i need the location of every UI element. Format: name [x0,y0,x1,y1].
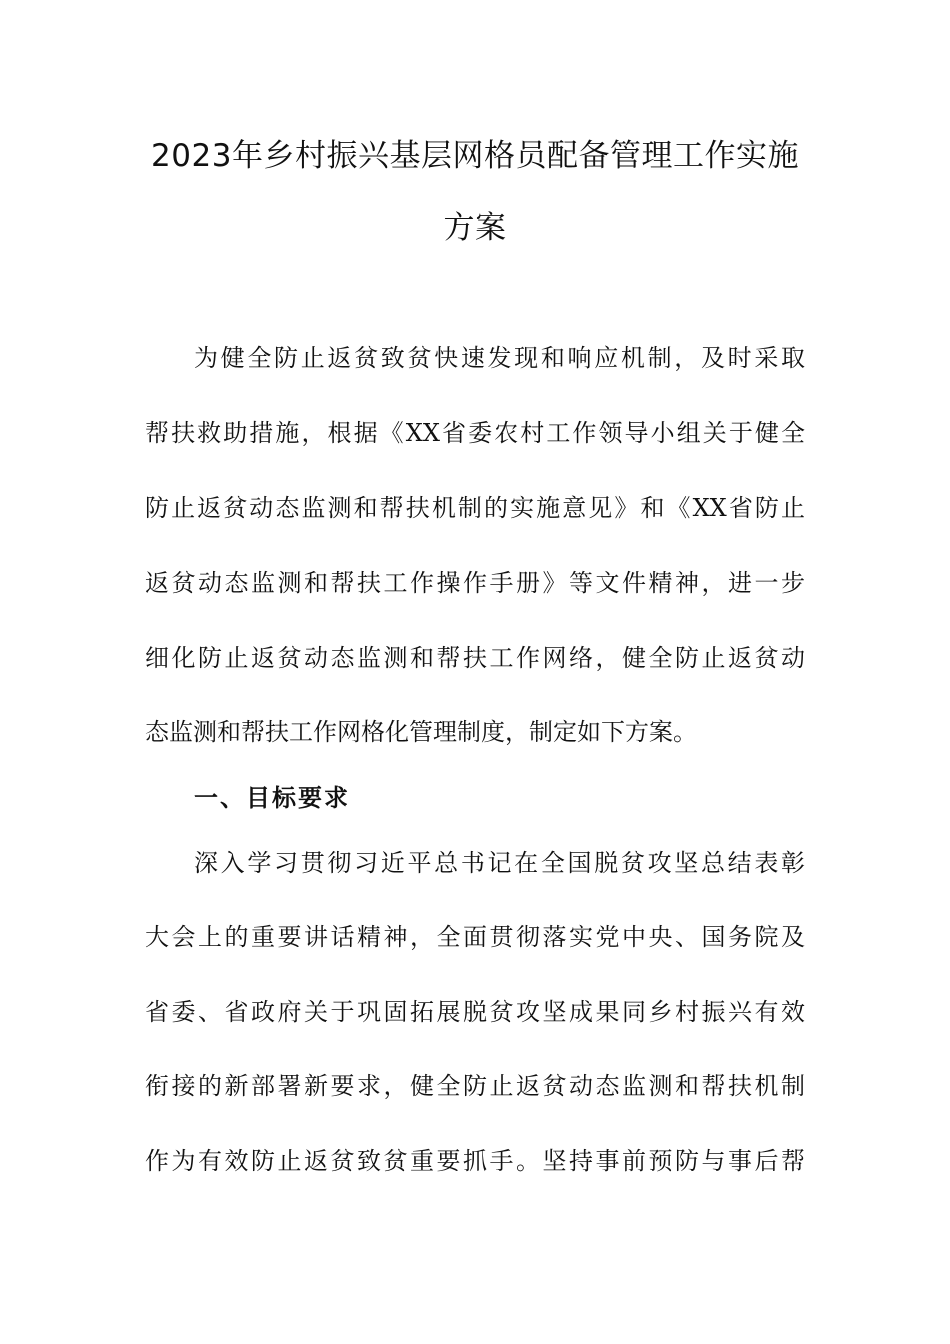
intro-paragraph-line-1: 为健全防止返贫致贫快速发现和响应机制，及时采取 [194,344,805,372]
section-paragraph-line-2: 大会上的重要讲话精神，全面贯彻落实党中央、国务院及 [145,923,805,951]
intro-paragraph-line-6: 态监测和帮扶工作网格化管理制度，制定如下方案。 [145,718,697,746]
intro-paragraph-line-5: 细化防止返贫动态监测和帮扶工作网络，健全防止返贫动 [145,644,805,672]
intro-paragraph-line-2: 帮扶救助措施，根据《XX省委农村工作领导小组关于健全 [145,419,805,447]
section-paragraph-line-3: 省委、省政府关于巩固拓展脱贫攻坚成果同乡村振兴有效 [145,998,805,1026]
document-title-line-1: 2023年乡村振兴基层网格员配备管理工作实施 [151,138,799,174]
intro-paragraph-line-4: 返贫动态监测和帮扶工作操作手册》等文件精神，进一步 [145,569,805,597]
section-paragraph-line-1: 深入学习贯彻习近平总书记在全国脱贫攻坚总结表彰 [194,849,805,877]
section-paragraph-line-4: 衔接的新部署新要求，健全防止返贫动态监测和帮扶机制 [145,1072,805,1100]
section-paragraph-line-5: 作为有效防止返贫致贫重要抓手。坚持事前预防与事后帮 [145,1147,805,1175]
document-title-line-2: 方案 [443,210,507,246]
section-heading: 一、目标要求 [194,784,350,812]
intro-paragraph-line-3: 防止返贫动态监测和帮扶机制的实施意见》和《XX省防止 [145,494,805,522]
